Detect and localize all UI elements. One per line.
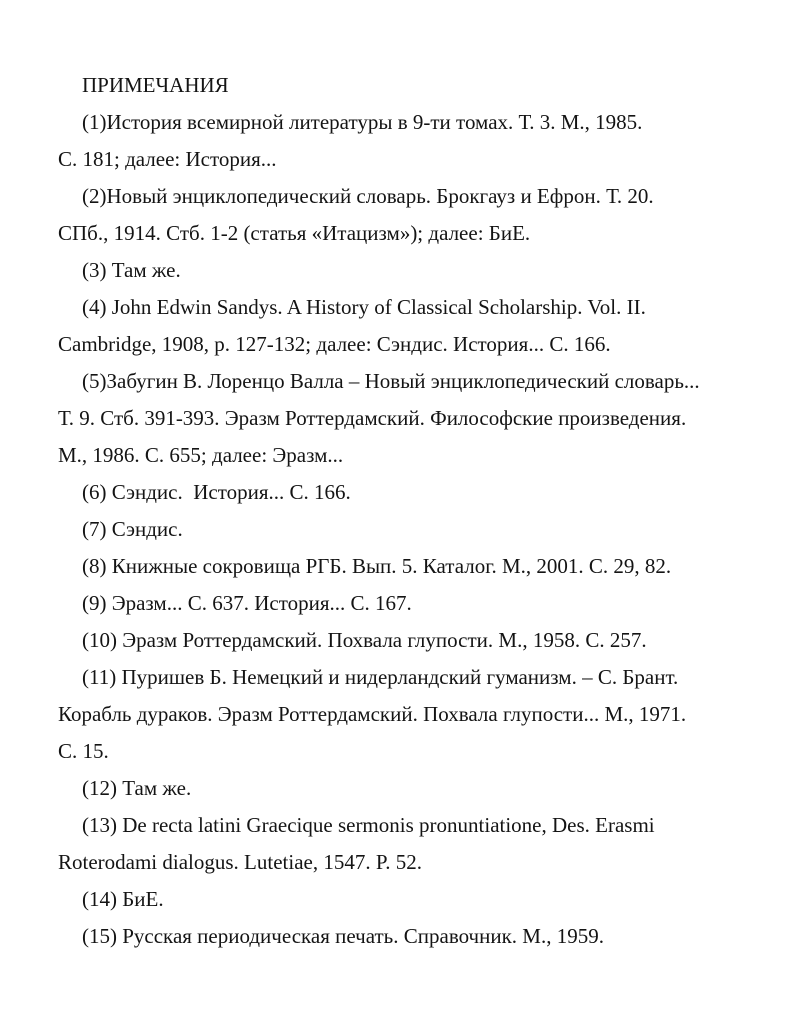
note-line: (5)Забугин В. Лоренцо Валла – Новый энциклопедический словарь...	[82, 369, 700, 393]
notes-heading: ПРИМЕЧАНИЯ	[82, 73, 229, 97]
note-line: (9) Эразм... С. 637. История... С. 167.	[82, 591, 412, 615]
note-line: (12) Там же.	[82, 776, 192, 800]
note-continuation: Roterodami dialogus. Lutetiae, 1547. P. 52.	[58, 850, 422, 874]
note-line: (2)Новый энциклопедический словарь. Брокгауз и Ефрон. Т. 20.	[82, 184, 654, 208]
note-continuation: Т. 9. Стб. 391-393. Эразм Роттердамский. Философские произведения.	[58, 406, 687, 430]
note-continuation: Корабль дураков. Эразм Роттердамский. Похвала глупости... М., 1971.	[58, 702, 687, 726]
note-line: (14) БиЕ.	[82, 887, 164, 911]
notes-list	[58, 67, 744, 955]
note-continuation: СПб., 1914. Стб. 1-2 (статья «Итацизм»); далее: БиЕ.	[58, 221, 531, 245]
note-continuation: С. 15.	[58, 739, 109, 763]
note-line: (11) Пуришев Б. Немецкий и нидерландский гуманизм. – С. Брант.	[82, 665, 679, 689]
note-line: (6) Сэндис. История... С. 166.	[82, 480, 351, 504]
note-line: (13) De recta latini Graecique sermonis pronuntiatione, Des. Erasmi	[82, 813, 655, 837]
note-line: (15) Русская периодическая печать. Справочник. М., 1959.	[82, 924, 604, 948]
note-line: (10) Эразм Роттердамский. Похвала глупости. М., 1958. С. 257.	[82, 628, 647, 652]
note-continuation: М., 1986. С. 655; далее: Эразм...	[58, 443, 344, 467]
note-line: (3) Там же.	[82, 258, 181, 282]
note-line: (7) Сэндис.	[82, 517, 183, 541]
note-line: (4) John Edwin Sandys. A History of Classical Scholarship. Vol. II.	[82, 295, 646, 319]
note-continuation: С. 181; далее: История...	[58, 147, 277, 171]
note-continuation: Cambridge, 1908, p. 127-132; далее: Сэндис. История... С. 166.	[58, 332, 611, 356]
note-line: (8) Книжные сокровища РГБ. Вып. 5. Каталог. М., 2001. С. 29, 82.	[82, 554, 672, 578]
note-line: (1)История всемирной литературы в 9-ти томах. Т. 3. М., 1985.	[82, 110, 643, 134]
